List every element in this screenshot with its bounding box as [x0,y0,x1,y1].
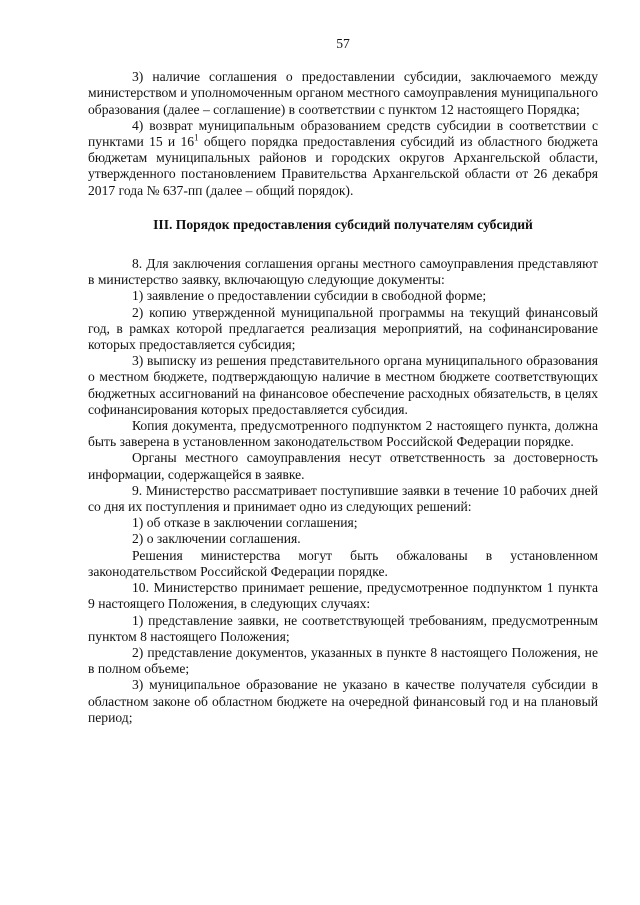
paragraph-clause-8-item-2: 2) копию утвержденной муниципальной программы на текущий финансовый год, в рамках которой предлагается реализация мероприятий, на софинансирование которых предоставляется субсидия; [88,304,598,353]
paragraph-clause-9-item-1: 1) об отказе в заключении соглашения; [132,515,358,531]
paragraph-responsibility: Органы местного самоуправления несут ответственность за достоверность информации, содержащейся в заявке. [88,450,598,482]
paragraph-clause-9: 9. Министерство рассматривает поступившие заявки в течение 10 рабочих дней со дня их поступления и принимает одно из следующих решений: [88,482,598,515]
paragraph-clause-8-item-1: 1) заявление о предоставлении субсидии в свободной форме; [132,288,487,304]
paragraph-clause-10-item-2: 2) представление документов, указанных в пункте 8 настоящего Положения, не в полном объеме; [88,644,598,677]
paragraph-clause-9-item-2: 2) о заключении соглашения. [132,531,301,547]
section-heading: III. Порядок предоставления субсидий получателям субсидий [153,216,533,232]
page-number: 57 [336,36,350,51]
paragraph-clause-10-item-1: 1) представление заявки, не соответствующей требованиям, предусмотренным пунктом 8 настоящего Положения; [88,612,598,644]
paragraph-clause-10: 10. Министерство принимает решение, предусмотренное подпунктом 1 пункта 9 настоящего Положения, в следующих случаях: [88,580,598,612]
paragraph-item-3: 3) наличие соглашения о предоставлении субсидии, заключаемого между министерством и уполномоченным органом местного самоуправления муниципального образования (далее – соглашение) в соответствии с пунктом 12 настоящего Порядка; [88,69,598,117]
footnote-superscript: 1 [194,132,199,143]
p4-text-before: 4) возврат муниципальным образованием средств субсидии в соответствии с пунктами 15 и 16 [88,117,598,150]
paragraph-appeal: Решения министерства могут быть обжалованы в установленном законодательством Российской Федерации порядке. [88,547,598,579]
p4-text-after: общего порядка предоставления субсидий из областного бюджета бюджетам муниципальных районов и городских округов Архангельской области, утвержденного постановлением Правительства Архангельской области от 26 декабря 2017 года № 637-пп (далее – общий порядок). [88,134,598,198]
paragraph-clause-10-item-3: 3) муниципальное образование не указано в качестве получателя субсидии в областном законе об областном бюджете на очередной финансовый год и на плановый период; [88,677,598,725]
document-page [88,36,598,726]
paragraph-item-4 [88,118,598,199]
paragraph-copy-requirement: Копия документа, предусмотренного подпунктом 2 настоящего пункта, должна быть заверена в установленном законодательством Российской Федерации порядке. [88,418,598,450]
paragraph-clause-8-item-3: 3) выписку из решения представительного органа муниципального образования о местном бюджете, подтверждающую наличие в местном бюджете соответствующих бюджетных ассигнований на финансовое обеспечение расходных обязательств, в целях софинансирования которых предоставляется субсидия. [88,353,598,417]
paragraph-clause-8: 8. Для заключения соглашения органы местного самоуправления представляют в министерство заявку, включающую следующие документы: [88,256,598,288]
